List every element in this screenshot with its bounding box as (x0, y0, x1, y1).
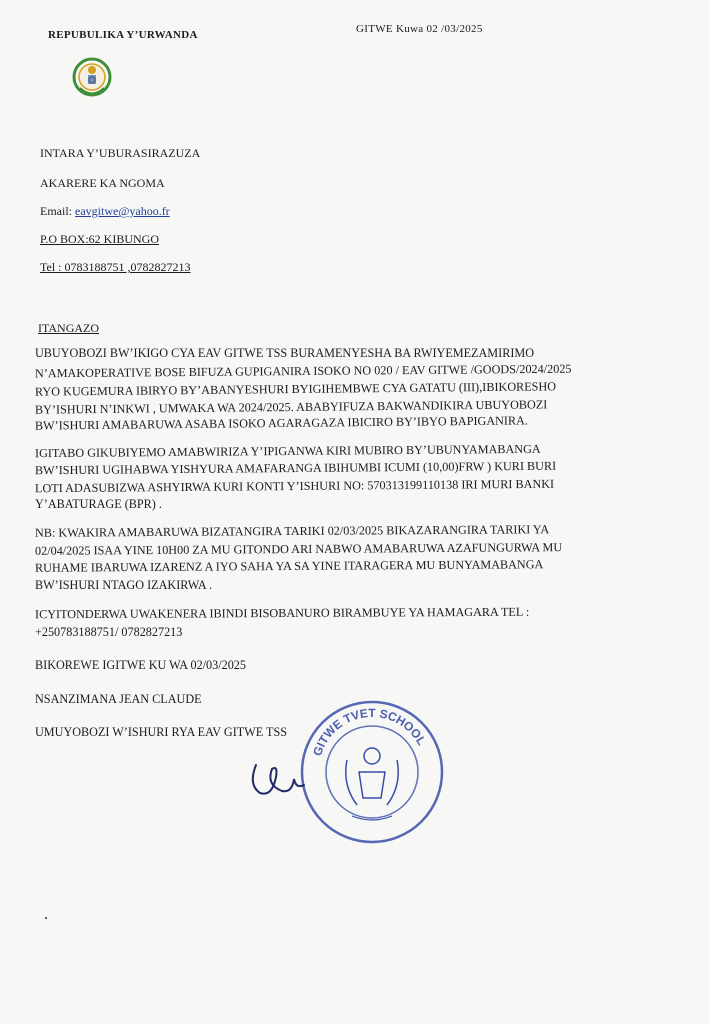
pobox-line: P.O BOX:62 KIBUNGO (40, 232, 160, 246)
rwanda-coat-of-arms-icon (66, 55, 118, 101)
done-at-line: BIKOREWE IGITWE KU WA 02/03/2025 (35, 658, 246, 672)
paragraph-1-line: BW’ISHURI AMABARUWA ASABA ISOKO AGARAGAZA IBICIRO BY’IBYO BAPIGANIRA. (34, 413, 529, 433)
paragraph-1-line: RYO KUGEMURA IBIRYO BY’ABANYESHURI BYIGIHEMBWE CYA GATATU (III),IBIKORESHO (34, 379, 557, 399)
paragraph-4-line: ICYITONDERWA UWAKENERA IBINDI BISOBANURO BIRAMBUYE YA HAMAGARA TEL : (34, 604, 530, 622)
stamp-text: GITWE TVET SCHOOL (310, 705, 429, 758)
place-date-header: GITWE Kuwa 02 /03/2025 (356, 23, 483, 35)
email-line (40, 204, 170, 219)
email-label: Email: (40, 204, 75, 218)
paragraph-4-line: +250783188751/ 0782827213 (35, 625, 183, 639)
paragraph-1-line: UBUYOBOZI BW’IKIGO CYA EAV GITWE TSS BURAMENYESHA BA RWIYEMEZAMIRIMO (35, 346, 535, 360)
paragraph-1-line: N’AMAKOPERATIVE BOSE BIFUZA GUPIGANIRA ISOKO NO 020 / EAV GITWE /GOODS/2024/2025 (34, 361, 572, 381)
paragraph-3-line: BW’ISHURI NTAGO IZAKIRWA . (35, 578, 213, 592)
email-link[interactable]: eavgitwe@yahoo.fr (75, 204, 170, 218)
paragraph-2-line: IGITABO GIKUBIYEMO AMABWIRIZA Y’IPIGANWA KIRI MUBIRO BY’UBUNYAMABANGA (34, 441, 541, 461)
paragraph-2-line: BW’ISHURI UGIHABWA YISHYURA AMAFARANGA IBIHUMBI ICUMI (10,00)FRW ) KURI BURI (34, 458, 557, 478)
signatory-title: UMUYOBOZI W’ISHURI RYA EAV GITWE TSS (35, 725, 287, 739)
paragraph-3-line: NB: KWAKIRA AMABARUWA BIZATANGIRA TARIKI 02/03/2025 BIKAZARANGIRA TARIKI YA (34, 522, 550, 540)
province-line: INTARA Y’UBURASIRAZUZA (40, 146, 201, 160)
paragraph-3-line: 02/04/2025 ISAA YINE 10H00 ZA MU GITONDO ARI NABWO AMABARUWA AZAFUNGURWA MU (34, 540, 563, 558)
district-line: AKARERE KA NGOMA (40, 176, 165, 190)
paragraph-1-line: BY’ISHURI N’INKWI , UMWAKA WA 2024/2025. ABABYIFUZA BAKWANDIKIRA UBUYOBOZI (34, 397, 548, 417)
signature-icon (242, 755, 322, 805)
paragraph-2-line: LOTI ADASUBIZWA ASHYIRWA KURI KONTI Y’ISHURI NO: 570313199110138 IRI MURI BANKI (34, 476, 555, 496)
paragraph-3-line: RUHAME IBARUWA IZARENZ A IYO SAHA YA SA YINE ITARAGERA MU BUNYAMABANGA (34, 557, 544, 575)
stray-mark (45, 917, 47, 919)
telephone-line: Tel : 0783188751 ,0782827213 (40, 260, 191, 274)
country-header: REPUBULIKA Y’URWANDA (48, 29, 198, 41)
notice-title: ITANGAZO (38, 321, 100, 335)
paragraph-2-line: Y’ABATURAGE (BPR) . (35, 497, 162, 511)
signatory-name: NSANZIMANA JEAN CLAUDE (35, 692, 202, 706)
